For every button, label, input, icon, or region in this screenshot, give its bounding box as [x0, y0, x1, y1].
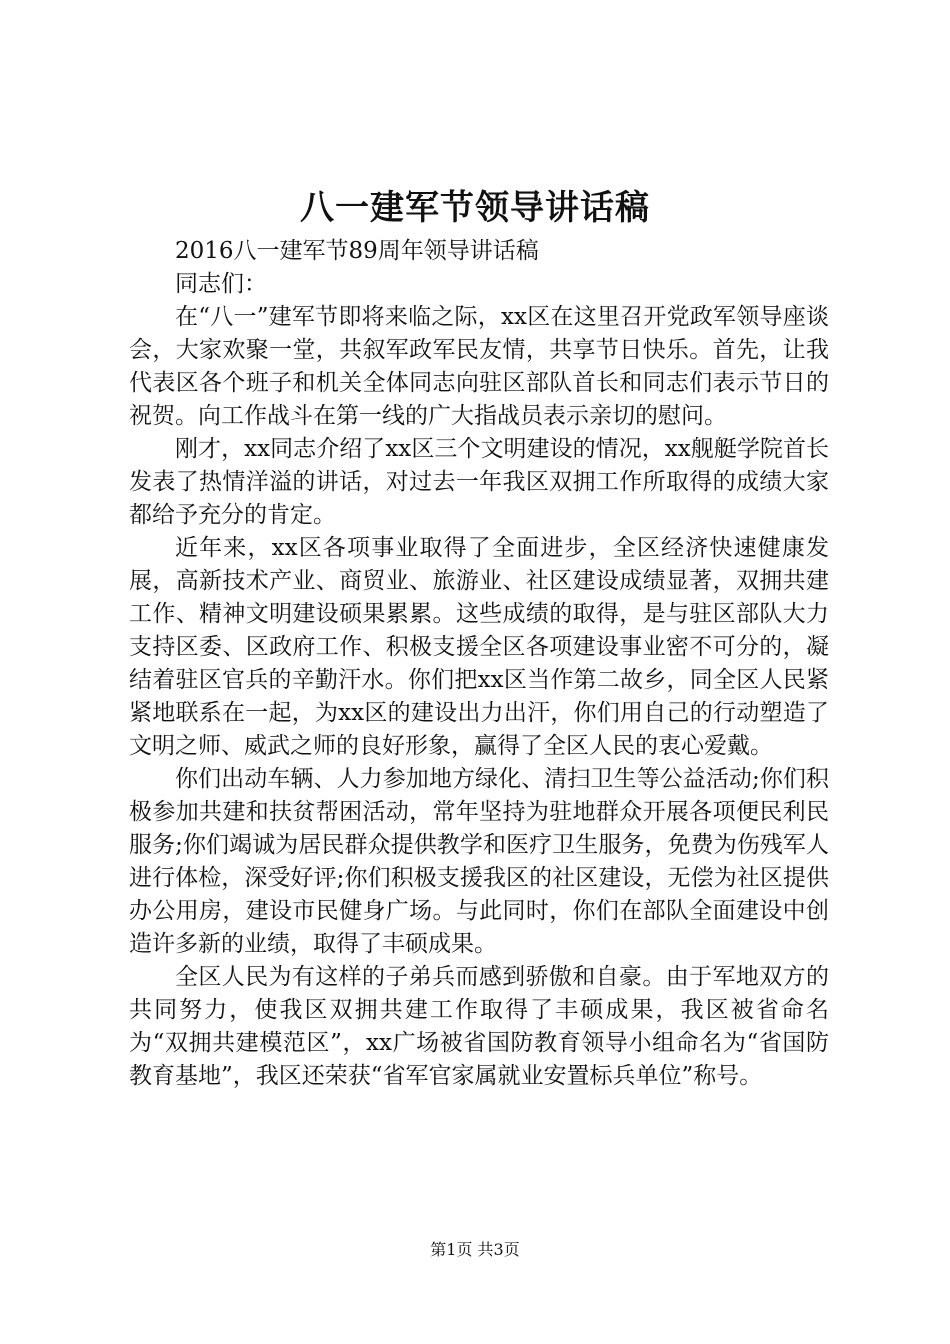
body-paragraph-5: 全区人民为有这样的子弟兵而感到骄傲和自豪。由于军地双方的共同努力，使我区双拥共建工作取得了丰硕成果，我区被省命名为“双拥共建模范区”，xx广场被省国防教育领导小组命名为“省国防教育基地”，我区还荣获“省军官家属就业安置标兵单位”称号。: [129, 964, 829, 1089]
document-title: 八一建军节领导讲话稿: [300, 188, 650, 228]
document-body: [129, 235, 829, 1093]
page-number-footer: 第1页 共3页: [430, 1240, 520, 1259]
salutation-paragraph: 同志们：: [175, 271, 267, 297]
body-paragraph-1: 在“八一”建军节即将来临之际，xx区在这里召开党政军领导座谈会，大家欢聚一堂，共叙军政军民友情，共享节日快乐。首先，让我代表区各个班子和机关全体同志向驻区部队首长和同志们表示节日的祝贺。向工作战斗在第一线的广大指战员表示亲切的慰问。: [129, 304, 829, 429]
body-paragraph-2: 刚才，xx同志介绍了xx区三个文明建设的情况，xx舰艇学院首长发表了热情洋溢的讲话，对过去一年我区双拥工作所取得的成绩大家都给予充分的肯定。: [129, 436, 829, 528]
body-paragraph-3: 近年来，xx区各项事业取得了全面进步，全区经济快速健康发展，高新技术产业、商贸业、旅游业、社区建设成绩显著，双拥共建工作、精神文明建设硕果累累。这些成绩的取得，是与驻区部队大力支持区委、区政府工作、积极支援全区各项建设事业密不可分的，凝结着驻区官兵的辛勤汗水。你们把xx区当作第二故乡，同全区人民紧紧地联系在一起，为xx区的建设出力出汗，你们用自己的行动塑造了文明之师、威武之师的良好形象，赢得了全区人民的衷心爱戴。: [129, 535, 829, 759]
subtitle-paragraph: 2016八一建军节89周年领导讲话稿: [175, 238, 539, 264]
body-paragraph-4: 你们出动车辆、人力参加地方绿化、清扫卫生等公益活动;你们积极参加共建和扶贫帮困活动，常年坚持为驻地群众开展各项便民利民服务;你们竭诚为居民群众提供教学和医疗卫生服务，免费为伤残军人进行体检，深受好评;你们积极支援我区的社区建设，无偿为社区提供办公用房，建设市民健身广场。与此同时，你们在部队全面建设中创造许多新的业绩，取得了丰硕成果。: [129, 766, 829, 957]
